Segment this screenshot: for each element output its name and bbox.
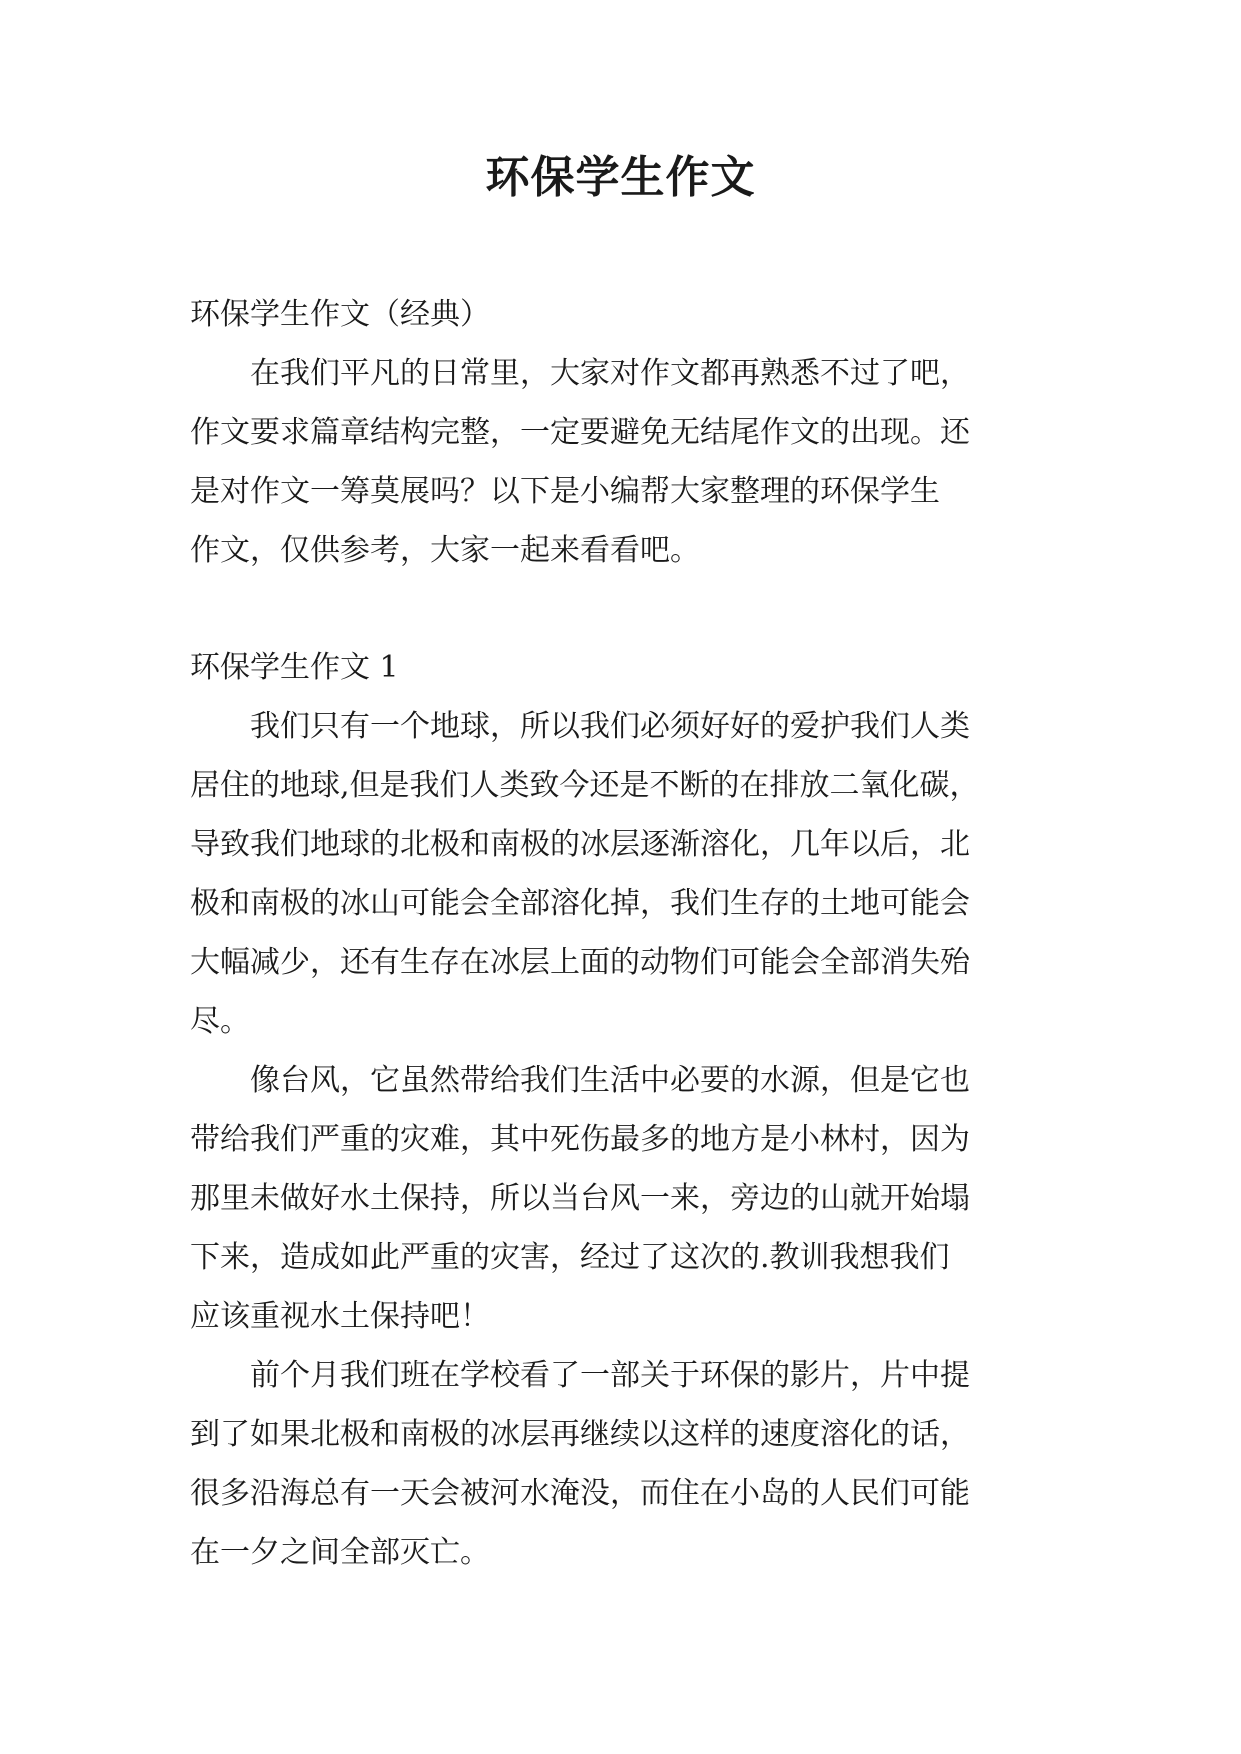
paragraph-line: 到了如果北极和南极的冰层再继续以这样的速度溶化的话，	[190, 1417, 970, 1452]
essay-heading: 环保学生作文 1	[190, 650, 399, 685]
paragraph-line: 极和南极的冰山可能会全部溶化掉，我们生存的土地可能会	[190, 886, 970, 921]
intro-line: 是对作文一筹莫展吗？以下是小编帮大家整理的环保学生	[190, 474, 940, 509]
paragraph-line: 在一夕之间全部灭亡。	[190, 1535, 490, 1570]
intro-paragraph	[190, 344, 1052, 580]
intro-line: 作文要求篇章结构完整，一定要避免无结尾作文的出现。还	[190, 415, 970, 450]
paragraph-line: 下来，造成如此严重的灾害，经过了这次的.教训我想我们	[190, 1240, 950, 1275]
paragraph-line: 应该重视水土保持吧！	[190, 1299, 490, 1334]
paragraph-line: 导致我们地球的北极和南极的冰层逐渐溶化，几年以后，北	[190, 827, 970, 862]
intro-line: 作文，仅供参考，大家一起来看看吧。	[190, 533, 700, 568]
paragraph-line: 大幅减少，还有生存在冰层上面的动物们可能会全部消失殆	[190, 945, 970, 980]
paragraph-line: 居住的地球,但是我们人类致今还是不断的在排放二氧化碳，	[190, 768, 980, 803]
section-spacer	[190, 580, 1052, 638]
paragraph-line: 前个月我们班在学校看了一部关于环保的影片，片中提	[190, 1358, 970, 1393]
paragraph-line: 带给我们严重的灾难，其中死伤最多的地方是小林村，因为	[190, 1122, 970, 1157]
paragraph-line: 那里未做好水土保持，所以当台风一来，旁边的山就开始塌	[190, 1181, 970, 1216]
paragraph-line: 我们只有一个地球，所以我们必须好好的爱护我们人类	[190, 709, 970, 744]
document-body	[190, 285, 1052, 1582]
document-title: 环保学生作文	[485, 152, 756, 203]
paragraph-line: 很多沿海总有一天会被河水淹没，而住在小岛的人民们可能	[190, 1476, 970, 1511]
essay-paragraph-3	[190, 1346, 1052, 1582]
paragraph-line: 尽。	[190, 1004, 250, 1039]
paragraph-line: 像台风，它虽然带给我们生活中必要的水源，但是它也	[190, 1063, 970, 1098]
document-subtitle: 环保学生作文（经典）	[190, 297, 490, 332]
intro-line: 在我们平凡的日常里，大家对作文都再熟悉不过了吧，	[190, 356, 970, 391]
essay-paragraph-1	[190, 697, 1052, 1051]
essay-paragraph-2	[190, 1051, 1052, 1346]
